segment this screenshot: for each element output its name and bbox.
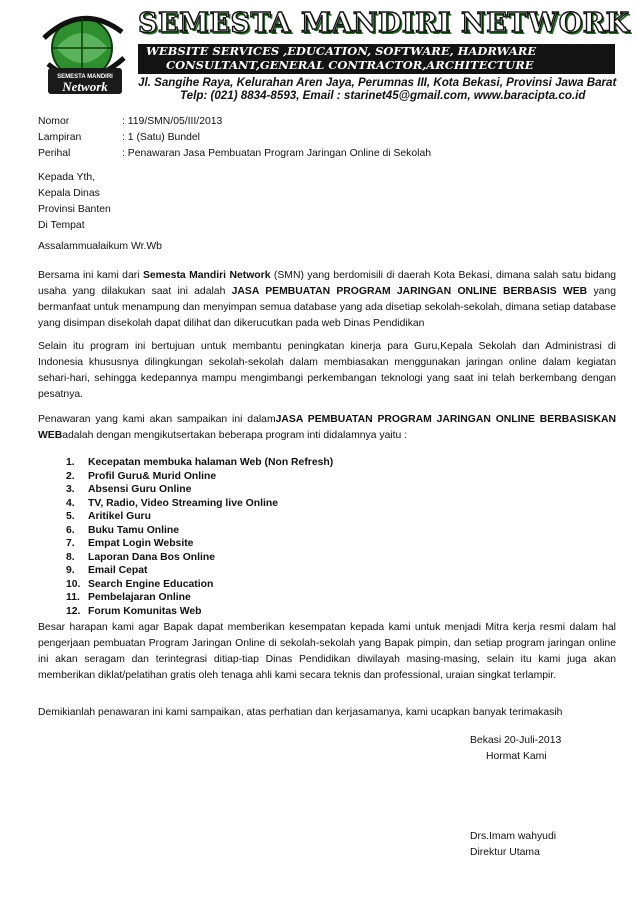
- list-item-label: Profil Guru& Murid Online: [88, 470, 217, 482]
- program-list: [66, 456, 333, 618]
- list-item-label: Pembelajaran Online: [88, 592, 191, 603]
- paragraph-intro-company: Semesta Mandiri Network: [142, 270, 271, 281]
- recipient-line-4: Di Tempat: [38, 220, 85, 231]
- list-item-number: 2.: [66, 470, 75, 482]
- meta-nomor: [38, 114, 222, 130]
- logo-text-main: Network: [62, 79, 108, 94]
- services-line-1: WEBSITE SERVICES ,EDUCATION, SOFTWARE, HADRWARE: [146, 44, 537, 58]
- paragraph-purpose: Selain itu program ini bertujuan untuk membantu peningkatan kinerja para Guru,Kepala Sekolah dan Administrasi di Indonesia khususnya dilingkungan sekolah-sekolah dalam membiasakan menggunakan jaringan online dalam kegiatan sehari-hari, sehingga kedepannya mampu mengimbangi perkembangan teknologi yang saat ini telah berkembang dengan pesatnya.: [38, 341, 616, 400]
- list-item-number: 4.: [66, 497, 75, 509]
- paragraph-intro-part1: Bersama ini kami dari: [38, 270, 143, 281]
- list-item: [66, 524, 333, 538]
- list-item-number: 7.: [66, 538, 75, 549]
- paragraph-intro-part3: yang bermanfaat untuk menampung dan menyimpan semua database yang ada disetiap sekolah-sekolah, dimana setiap database yang disimpan disekolah dapat dilihat dan dikerucutkan pada web Dinas Pendidikan: [38, 286, 616, 329]
- meta-perihal: [38, 146, 431, 162]
- list-item: [66, 551, 333, 565]
- paragraph-offer-service: JASA PEMBUATAN PROGRAM JARINGAN ONLINE BERBASISKAN WEB: [38, 414, 617, 441]
- list-item-number: 8.: [66, 551, 75, 563]
- meta-lampiran-label: Lampiran: [38, 132, 82, 143]
- address-line-1: Jl. Sangihe Raya, Kelurahan Aren Jaya, Perumnas III, Kota Bekasi, Provinsi Jawa Barat: [138, 76, 617, 89]
- list-item-label: Email Cepat: [88, 565, 148, 576]
- greeting: Assalammualaikum Wr.Wb: [38, 241, 162, 252]
- meta-lampiran-value: : 1 (Satu) Bundel: [122, 132, 200, 143]
- list-item: [66, 564, 333, 578]
- services-line-2: CONSULTANT,GENERAL CONTRACTOR,ARCHITECTURE: [166, 58, 534, 72]
- list-item-number: 12.: [66, 605, 81, 617]
- meta-perihal-label: Perihal: [38, 148, 71, 159]
- paragraph-offer-part2: adalah dengan mengikutsertakan beberapa program inti didalamnya yaitu :: [62, 430, 408, 441]
- list-item: [66, 456, 333, 470]
- paragraph-intro-service: JASA PEMBUATAN PROGRAM JARINGAN ONLINE BERBASIS WEB: [231, 286, 588, 297]
- list-item-label: Kecepatan membuka halaman Web (Non Refresh): [88, 457, 334, 468]
- list-item: [66, 497, 333, 511]
- company-logo: [38, 8, 130, 96]
- meta-perihal-value: : Penawaran Jasa Pembuatan Program Jaringan Online di Sekolah: [122, 148, 432, 159]
- list-item: [66, 483, 333, 497]
- list-item-label: Absensi Guru Online: [88, 484, 192, 495]
- list-item-number: 5.: [66, 511, 75, 522]
- list-item: [66, 510, 333, 524]
- paragraph-closing: Demikianlah penawaran ini kami sampaikan, atas perhatian dan kerjasamanya, kami ucapkan banyak terimakasih: [38, 707, 563, 718]
- list-item-label: TV, Radio, Video Streaming live Online: [88, 497, 278, 509]
- list-item-label: Search Engine Education: [88, 578, 214, 590]
- list-item-label: Laporan Dana Bos Online: [88, 551, 216, 563]
- paragraph-offer-part1: Penawaran yang kami akan sampaikan ini dalam: [38, 414, 276, 425]
- recipient-block: [38, 170, 616, 234]
- paragraph-intro-part2: (SMN) yang berdomisili di daerah Kota Bekasi, dimana salah satu bidang usaha yang dilakukan saat ini adalah: [38, 270, 616, 297]
- list-item-number: 6.: [66, 524, 75, 536]
- meta-lampiran: [38, 130, 200, 146]
- paragraph-offer: [38, 412, 616, 444]
- list-item-label: Empat Login Website: [88, 538, 194, 549]
- signature-name: Drs.Imam wahyudi: [470, 831, 557, 842]
- list-item-number: 9.: [66, 565, 75, 576]
- list-item: [66, 578, 333, 592]
- meta-nomor-value: : 119/SMN/05/III/2013: [122, 116, 223, 127]
- list-item-label: Forum Komunitas Web: [88, 605, 202, 617]
- paragraph-intro: [38, 268, 616, 332]
- signature-regards: Hormat Kami: [486, 751, 547, 762]
- recipient-line-3: Provinsi Banten: [38, 204, 111, 215]
- recipient-line-1: Kepada Yth,: [38, 172, 96, 183]
- list-item: [66, 470, 333, 484]
- list-item-label: Buku Tamu Online: [88, 524, 180, 536]
- paragraph-hope: Besar harapan kami agar Bapak dapat memberikan kesempatan kepada kami untuk menjadi Mitra kerja resmi dalam hal pengerjaan pembuatan Program Jaringan Online di sekolah-sekolah yang Bapak pimpin, dan setiap program jaringan online ini akan seragam dan terintegrasi ditiap-tiap Dinas Pendidikan diwilayah masing-masing, selain itu kami juga akan memberikan diklat/pelatihan gratis oleh tenaga ahli kami secara teknis dan professional, uraian singkat terlampir.: [38, 622, 616, 681]
- letterhead: [38, 8, 630, 102]
- company-address: [138, 76, 618, 102]
- list-item: [66, 591, 333, 605]
- list-item-number: 3.: [66, 484, 75, 495]
- signature-place-date: Bekasi 20-Juli-2013: [470, 735, 562, 746]
- address-line-2: Telp: (021) 8834-8593, Email : starinet45@gmail.com, www.baracipta.co.id: [180, 89, 586, 102]
- meta-nomor-label: Nomor: [38, 116, 70, 127]
- list-item: [66, 605, 333, 619]
- services-banner: [138, 44, 615, 74]
- logo-text-top: SEMESTA MANDIRI: [57, 74, 113, 80]
- list-item-number: 1.: [66, 457, 75, 468]
- list-item-number: 10.: [66, 578, 81, 590]
- signature-title: Direktur Utama: [470, 847, 540, 858]
- list-item-number: 11.: [66, 592, 80, 603]
- list-item: [66, 537, 333, 551]
- list-item-label: Aritikel Guru: [88, 511, 151, 522]
- company-name: SEMESTA MANDIRI NETWORK: [138, 8, 630, 39]
- recipient-line-2: Kepala Dinas: [38, 188, 100, 199]
